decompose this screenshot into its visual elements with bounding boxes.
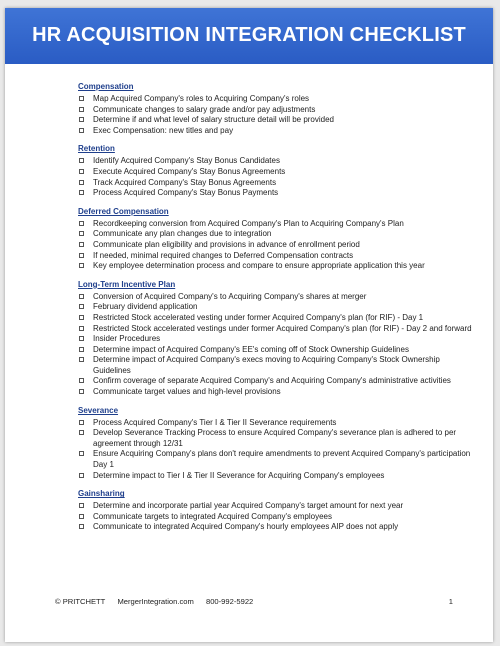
checklist-item bbox=[78, 512, 478, 523]
checkbox[interactable] bbox=[79, 389, 84, 394]
checklist-item-text: Communicate target values and high-level provisions bbox=[93, 387, 281, 397]
checkbox[interactable] bbox=[79, 294, 84, 299]
checkbox[interactable] bbox=[79, 190, 84, 195]
checkbox[interactable] bbox=[79, 514, 84, 519]
checklist-item-text: If needed, minimal required changes to Deferred Compensation contracts bbox=[93, 250, 354, 260]
footer-copyright: © PRITCHETT bbox=[55, 597, 106, 606]
checklist-item bbox=[78, 428, 478, 449]
checklist-item-text: Determine and incorporate partial year Acquired Company's target amount for next year bbox=[93, 501, 404, 511]
checklist-item-text: Ensure Acquiring Company's plans don't require amendments to prevent Acquired Company's participation Day 1 bbox=[93, 449, 471, 470]
checklist-item-text: Map Acquired Company's roles to Acquiring Company's roles bbox=[93, 94, 310, 103]
checklist-item bbox=[78, 334, 478, 345]
checkbox[interactable] bbox=[79, 378, 84, 383]
checkbox[interactable] bbox=[79, 221, 84, 226]
checkbox[interactable] bbox=[79, 347, 84, 352]
checklist bbox=[78, 219, 478, 272]
checkbox[interactable] bbox=[79, 326, 84, 331]
checklist-item bbox=[78, 292, 478, 303]
section-title: Long-Term Incentive Plan bbox=[78, 279, 176, 289]
checklist-item-text: Communicate to integrated Acquired Company's hourly employees AIP does not apply bbox=[93, 522, 399, 532]
checkbox[interactable] bbox=[79, 336, 84, 341]
section bbox=[78, 280, 478, 398]
checkbox[interactable] bbox=[79, 117, 84, 122]
checklist-item-text: Exec Compensation: new titles and pay bbox=[93, 125, 234, 135]
checklist-item-text: Restricted Stock accelerated vesting under former Acquired Company's plan (for RIF) - Day 1 bbox=[93, 312, 424, 322]
checkbox[interactable] bbox=[79, 128, 84, 133]
checkbox[interactable] bbox=[79, 420, 84, 425]
checklist-item bbox=[78, 167, 478, 178]
checklist-item-text: Determine if and what level of salary structure detail will be provided bbox=[93, 115, 335, 125]
checkbox[interactable] bbox=[79, 473, 84, 478]
checkbox[interactable] bbox=[79, 451, 84, 456]
checklist bbox=[78, 418, 478, 482]
checkbox[interactable] bbox=[79, 180, 84, 185]
checklist-item-text: Communicate any plan changes due to integration bbox=[93, 229, 272, 239]
checklist-item-text: Recordkeeping conversion from Acquired Company's Plan to Acquiring Company's Plan bbox=[93, 218, 404, 228]
checklist bbox=[78, 292, 478, 398]
checklist-item bbox=[78, 156, 478, 167]
checkbox[interactable] bbox=[79, 524, 84, 529]
section-title: Compensation bbox=[78, 82, 134, 91]
checklist-item-text: Communicate targets to integrated Acquired Company's employees bbox=[93, 511, 332, 521]
checklist-item bbox=[78, 251, 478, 262]
checklist-item-text: February dividend application bbox=[93, 302, 198, 312]
checkbox[interactable] bbox=[79, 503, 84, 508]
checklist-item bbox=[78, 94, 478, 105]
checkbox[interactable] bbox=[79, 231, 84, 236]
section-title: Gainsharing bbox=[78, 489, 125, 499]
checklist-item bbox=[78, 188, 478, 199]
section bbox=[78, 406, 478, 482]
checklist-item-text: Determine impact of Acquired Company's execs moving to Acquiring Company's Stock Ownership Guidelines bbox=[93, 355, 440, 375]
checklist-item-text: Determine impact to Tier I & Tier II Severance for Acquiring Company's employees bbox=[93, 470, 385, 480]
section-title: Deferred Compensation bbox=[78, 206, 169, 216]
checkbox[interactable] bbox=[79, 169, 84, 174]
checklist-item-text: Determine impact of Acquired Company's EE's coming off of Stock Ownership Guidelines bbox=[93, 344, 409, 354]
checklist-item bbox=[78, 376, 478, 387]
checklist-item-text: Execute Acquired Company's Stay Bonus Agreements bbox=[93, 166, 286, 176]
checklist-item bbox=[78, 345, 478, 356]
checkbox[interactable] bbox=[79, 158, 84, 163]
checklist-item-text: Develop Severance Tracking Process to ensure Acquired Company's severance plan is adhered to per agreement through 12/31 bbox=[93, 428, 457, 448]
section-title: Severance bbox=[78, 405, 119, 415]
document-page bbox=[5, 8, 493, 642]
checklist bbox=[78, 501, 478, 533]
checklist-item bbox=[78, 324, 478, 335]
checklist-item-text: Process Acquired Company's Stay Bonus Payments bbox=[93, 188, 279, 198]
checkbox[interactable] bbox=[79, 253, 84, 258]
checklist-item-text: Key employee determination process and compare to ensure appropriate application this year bbox=[93, 261, 425, 271]
checklist-item-text: Conversion of Acquired Company's to Acquiring Company's shares at merger bbox=[93, 291, 367, 301]
page-title: HR ACQUISITION INTEGRATION CHECKLIST bbox=[32, 24, 466, 46]
section bbox=[78, 82, 478, 136]
checkbox[interactable] bbox=[79, 315, 84, 320]
checkbox[interactable] bbox=[79, 107, 84, 112]
checklist-item bbox=[78, 387, 478, 398]
checklist-item bbox=[78, 449, 478, 470]
checklist-item bbox=[78, 178, 478, 189]
checklist-item-text: Identify Acquired Company's Stay Bonus Candidates bbox=[93, 156, 280, 166]
checklist-item-text: Track Acquired Company's Stay Bonus Agreements bbox=[93, 177, 277, 187]
checklist bbox=[78, 156, 478, 198]
checkbox[interactable] bbox=[79, 96, 84, 101]
checklist-item bbox=[78, 115, 478, 126]
checkbox[interactable] bbox=[79, 242, 84, 247]
checklist-item bbox=[78, 229, 478, 240]
checklist-item bbox=[78, 418, 478, 429]
checkbox[interactable] bbox=[79, 357, 84, 362]
checklist-item bbox=[78, 501, 478, 512]
checkbox[interactable] bbox=[79, 430, 84, 435]
checkbox[interactable] bbox=[79, 263, 84, 268]
checklist-item-text: Insider Procedures bbox=[93, 334, 161, 344]
checklist-item bbox=[78, 219, 478, 230]
checklist-item-text: Communicate changes to salary grade and/or pay adjustments bbox=[93, 104, 316, 114]
checkbox[interactable] bbox=[79, 304, 84, 309]
checklist-item-text: Process Acquired Company's Tier I & Tier II Severance requirements bbox=[93, 417, 337, 427]
title-banner bbox=[5, 8, 493, 64]
section-title: Retention bbox=[78, 144, 115, 154]
checklist-item bbox=[78, 471, 478, 482]
page-number: 1 bbox=[448, 597, 453, 606]
checklist-item-text: Confirm coverage of separate Acquired Company's and Acquiring Company's administrative activities bbox=[93, 376, 451, 386]
checklist-item bbox=[78, 355, 478, 376]
checklist-item bbox=[78, 313, 478, 324]
footer-phone: 800-992-5922 bbox=[205, 597, 254, 606]
footer-website: MergerIntegration.com bbox=[117, 597, 194, 606]
checklist-item-text: Communicate plan eligibility and provisions in advance of enrollment period bbox=[93, 239, 360, 249]
checklist-item-text: Restricted Stock accelerated vestings under former Acquired Company's plan (for RIF) - Day 2 and forward bbox=[93, 323, 472, 333]
checklist-item bbox=[78, 302, 478, 313]
section bbox=[78, 207, 478, 272]
checklist-item bbox=[78, 261, 478, 272]
section bbox=[78, 144, 478, 198]
checklist-item bbox=[78, 126, 478, 137]
section bbox=[78, 489, 478, 533]
checklist-body bbox=[78, 82, 478, 541]
checklist-item bbox=[78, 105, 478, 116]
checklist bbox=[78, 94, 478, 136]
checklist-item bbox=[78, 240, 478, 251]
checklist-item bbox=[78, 522, 478, 533]
